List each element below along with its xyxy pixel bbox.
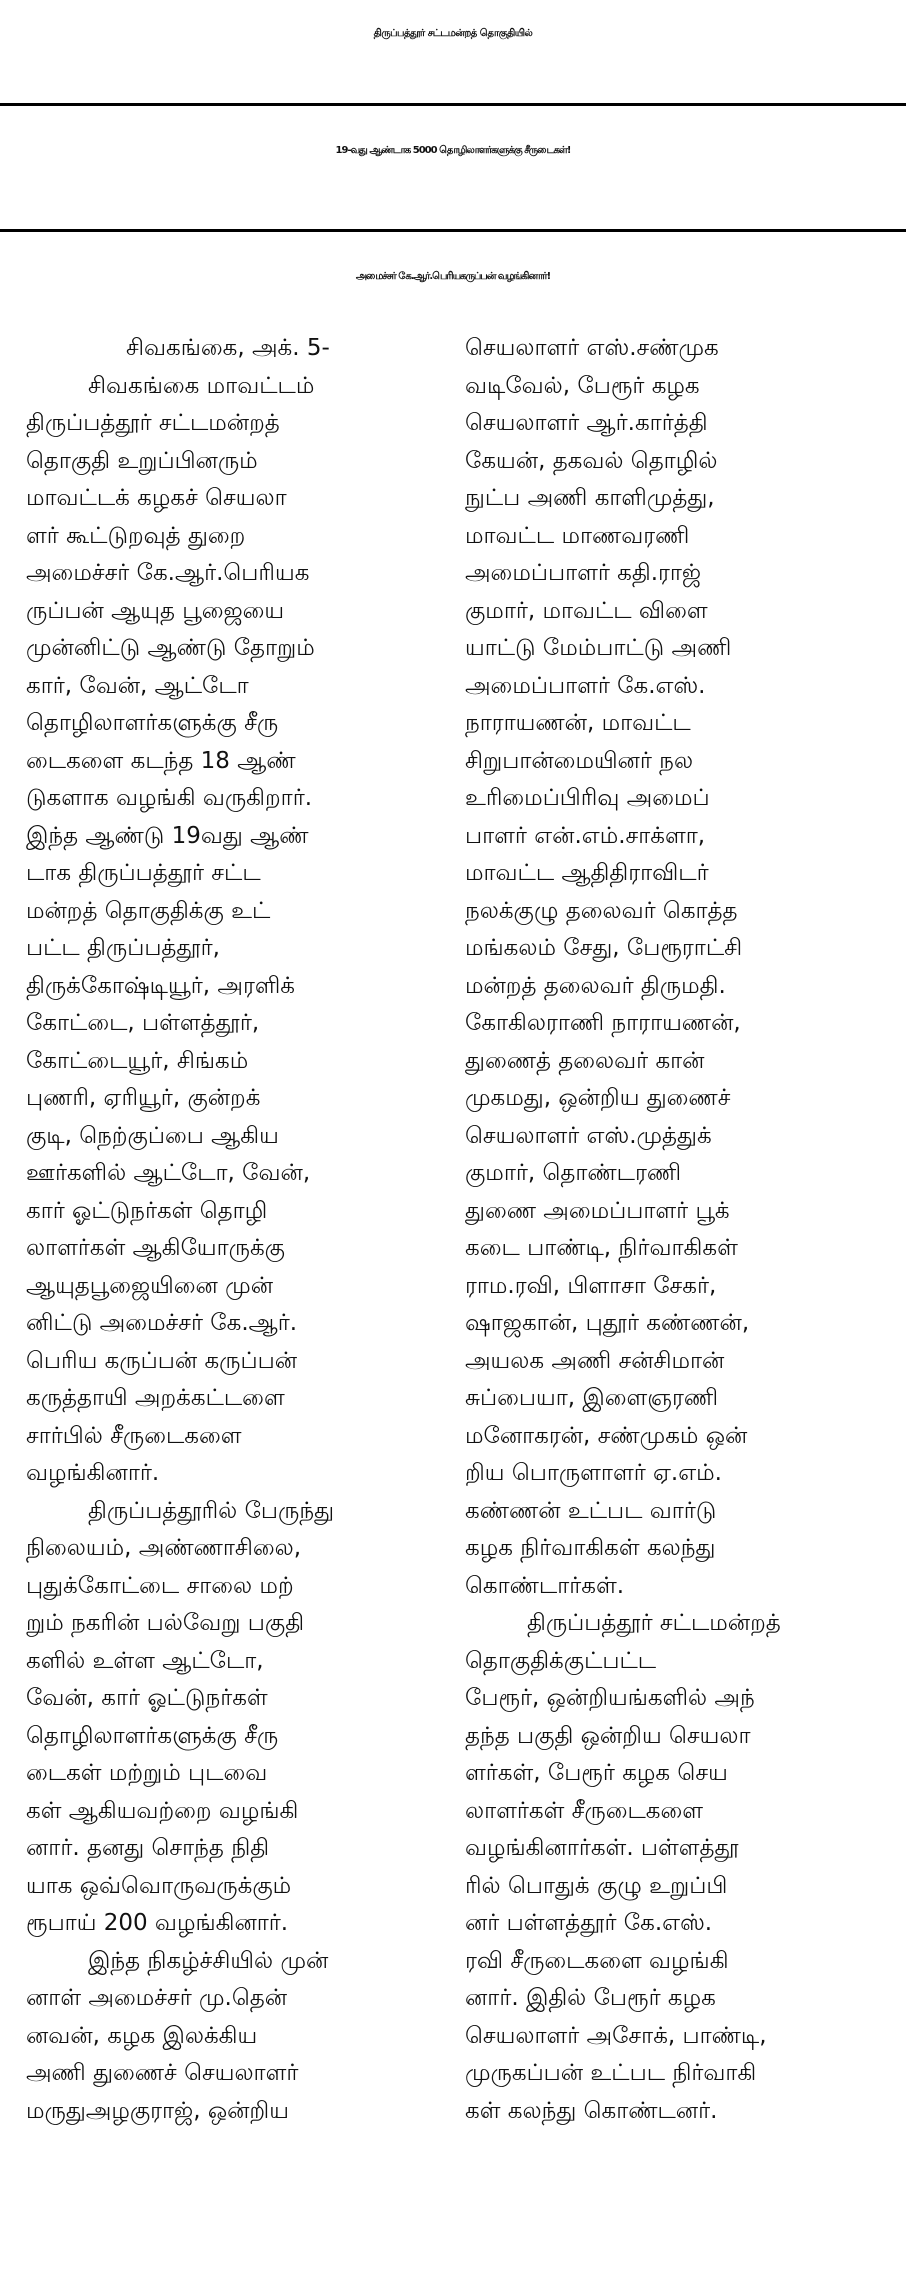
article-line: முகமது, ஒன்றிய துணைச் xyxy=(465,1085,731,1111)
article-line: பட்ட திருப்பத்தூர், xyxy=(26,935,220,961)
article-line: சுப்பையா, இளைஞரணி xyxy=(465,1385,719,1411)
article-line: நலக்குழு தலைவர் கொத்த xyxy=(465,897,738,924)
article-line: டைகளை கடந்த 18 ஆண் xyxy=(26,747,296,774)
article-line: ரூபாய் 200 வழங்கினார். xyxy=(26,1910,289,1936)
article-line: திருப்பத்தூர் சட்டமன்றத் xyxy=(26,410,280,436)
article-line: மருதுஅழகுராஜ், ஒன்றிய xyxy=(26,2097,289,2124)
article-column-right xyxy=(465,330,885,2130)
headline-divider-middle xyxy=(0,229,906,232)
article-line: கோட்டை, பள்ளத்தூர், xyxy=(26,1010,260,1036)
article-line: கோகிலராணி நாராயணன், xyxy=(465,1010,741,1036)
article-line: னர் பள்ளத்தூர் கே.எஸ். xyxy=(465,1910,713,1936)
article-line: கருத்தாயி அறக்கட்டளை xyxy=(26,1385,285,1411)
article-line: கார், வேன், ஆட்டோ xyxy=(26,672,249,699)
article-line: முருகப்பன் உட்பட நிர்வாகி xyxy=(465,2060,757,2086)
article-line: சிவகங்கை மாவட்டம் xyxy=(88,372,315,399)
article-line: துணைத் தலைவர் கான் xyxy=(465,1047,705,1074)
article-line: கழக நிர்வாகிகள் கலந்து xyxy=(465,1535,716,1561)
article-line: னாள் அமைச்சர் மு.தென் xyxy=(26,1985,288,2011)
article-line: கள் ஆகியவற்றை வழங்கி xyxy=(26,1797,299,1824)
article-line: பாளர் என்.எம்.சாக்ளா, xyxy=(465,822,706,849)
article-line: கார் ஓட்டுநர்கள் தொழி xyxy=(26,1197,268,1224)
article-line: குமார், மாவட்ட விளை xyxy=(465,597,708,624)
article-line: திருப்பத்தூரில் பேருந்து xyxy=(88,1497,335,1524)
article-line: இந்த நிகழ்ச்சியில் முன் xyxy=(88,1947,329,1974)
article-line: தந்த பகுதி ஒன்றிய செயலா xyxy=(465,1722,751,1749)
article-line: செயலாளர் ஆர்.கார்த்தி xyxy=(465,410,708,436)
article-line: ராம.ரவி, பிளாசா சேகர், xyxy=(465,1272,717,1299)
article-line: தொகுதிக்குட்பட்ட xyxy=(465,1647,657,1674)
article-line: லாளர்கள் ஆகியோருக்கு xyxy=(26,1235,285,1261)
article-line: ஊர்களில் ஆட்டோ, வேன், xyxy=(26,1160,311,1186)
article-line: கண்ணன் உட்பட வார்டு xyxy=(465,1497,717,1524)
article-line: டாக திருப்பத்தூர் சட்ட xyxy=(26,860,261,886)
article-line: தொழிலாளர்களுக்கு சீரு xyxy=(26,1722,279,1749)
article-line: தொழிலாளர்களுக்கு சீரு xyxy=(26,710,279,736)
article-line: துணை அமைப்பாளர் பூக் xyxy=(465,1197,730,1224)
article-line: மனோகரன், சண்முகம் ஒன் xyxy=(465,1422,748,1449)
article-line: உரிமைப்பிரிவு அமைப் xyxy=(465,785,710,811)
article-line: வழங்கினார். xyxy=(26,1460,160,1486)
article-line: தொகுதி உறுப்பினரும் xyxy=(26,447,258,474)
article-line: திருக்கோஷ்டியூர், அரளிக் xyxy=(26,972,295,999)
article-line: பெரிய கருப்பன் கருப்பன் xyxy=(26,1347,298,1374)
article-line: ஷாஜகான், புதூர் கண்ணன், xyxy=(465,1310,750,1336)
sub-headline: அமைச்சர் கே.ஆர்.பெரியகருப்பன் வழங்கினார்! xyxy=(355,271,551,282)
article-line: குடி, நெற்குப்பை ஆகிய xyxy=(26,1122,279,1149)
article-line: குமார், தொண்டரணி xyxy=(465,1160,682,1186)
article-line: ஆயுதபூஜையினை முன் xyxy=(26,1272,274,1299)
article-line: ளர்கள், பேரூர் கழக செய xyxy=(465,1760,728,1786)
article-line: மங்கலம் சேது, பேரூராட்சி xyxy=(465,935,743,961)
article-line: பேரூர், ஒன்றியங்களில் அந் xyxy=(465,1685,755,1711)
article-line: கொண்டார்கள். xyxy=(465,1572,625,1599)
article-line: சார்பில் சீருடைகளை xyxy=(26,1422,242,1449)
article-line: திருப்பத்தூர் சட்டமன்றத் xyxy=(527,1610,781,1636)
article-line: இந்த ஆண்டு 19வது ஆண் xyxy=(26,822,309,849)
article-line: சிவகங்கை, அக். 5- xyxy=(126,335,330,361)
article-line: கடை பாண்டி, நிர்வாகிகள் xyxy=(465,1235,738,1261)
article-line: மாவட்ட மாணவரணி xyxy=(465,522,690,549)
article-line: மன்றத் தலைவர் திருமதி. xyxy=(465,972,726,999)
article-line: னார். தனது சொந்த நிதி xyxy=(26,1835,270,1861)
article-line: னிட்டு அமைச்சர் கே.ஆர். xyxy=(26,1310,298,1336)
article-line: றும் நகரின் பல்வேறு பகுதி xyxy=(26,1610,305,1636)
article-line: புதுக்கோட்டை சாலை மற் xyxy=(26,1572,294,1599)
article-line: அணி துணைச் செயலாளர் xyxy=(26,2060,299,2086)
article-line: நுட்ப அணி காளிமுத்து, xyxy=(465,485,715,511)
article-line: டைகள் மற்றும் புடவை xyxy=(26,1760,268,1786)
article-line: நாராயணன், மாவட்ட xyxy=(465,710,691,736)
article-line: சிறுபான்மையினர் நல xyxy=(465,747,694,774)
article-line: ளர் கூட்டுறவுத் துறை xyxy=(26,522,246,549)
article-line: வேன், கார் ஓட்டுநர்கள் xyxy=(26,1685,268,1711)
article-line: டுகளாக வழங்கி வருகிறார். xyxy=(26,785,313,811)
article-line: புணரி, ஏரியூர், குன்றக் xyxy=(26,1085,261,1111)
article-line: யாட்டு மேம்பாட்டு அணி xyxy=(465,635,732,661)
article-line: கேயன், தகவல் தொழில் xyxy=(465,447,718,474)
article-line: வழங்கினார்கள். பள்ளத்தூ xyxy=(465,1835,739,1861)
article-line: ரவி சீருடைகளை வழங்கி xyxy=(465,1947,729,1974)
article-line: முன்னிட்டு ஆண்டு தோறும் xyxy=(26,635,315,661)
article-line: ரில் பொதுக் குழு உறுப்பி xyxy=(465,1872,728,1899)
article-line: லாளர்கள் சீருடைகளை xyxy=(465,1797,704,1824)
article-line: களில் உள்ள ஆட்டோ, xyxy=(26,1647,264,1674)
article-column-left xyxy=(26,330,444,2130)
kicker-headline: திருப்பத்தூர் சட்டமன்றத் தொகுதியில் xyxy=(373,28,533,39)
article-line: கள் கலந்து கொண்டனர். xyxy=(465,2097,718,2124)
article-line: அமைச்சர் கே.ஆர்.பெரியக xyxy=(26,560,310,586)
article-line: னார். இதில் பேரூர் கழக xyxy=(465,1985,716,2011)
article-line: னவன், கழக இலக்கிய xyxy=(26,2022,258,2049)
article-line: அயலக அணி சன்சிமான் xyxy=(465,1347,725,1374)
article-line: யாக ஒவ்வொருவருக்கும் xyxy=(26,1872,292,1899)
main-headline: 19-வது ஆண்டாக 5000 தொழிலாளர்களுக்கு சீருடைகள்! xyxy=(335,145,571,156)
article-line: அமைப்பாளர் கே.எஸ். xyxy=(465,672,706,699)
article-line: மாவட்டக் கழகச் செயலா xyxy=(26,485,287,511)
article-line: நிலையம், அண்ணாசிலை, xyxy=(26,1535,302,1561)
article-line: மாவட்ட ஆதிதிராவிடர் xyxy=(465,860,709,886)
article-line: செயலாளர் எஸ்.சண்முக xyxy=(465,335,719,361)
article-line: மன்றத் தொகுதிக்கு உட் xyxy=(26,897,271,924)
article-line: செயலாளர் அசோக், பாண்டி, xyxy=(465,2022,767,2049)
headline-divider-top xyxy=(0,103,906,106)
article-line: கோட்டையூர், சிங்கம் xyxy=(26,1047,249,1074)
article-line: ருப்பன் ஆயுத பூஜையை xyxy=(26,597,285,624)
article-line: அமைப்பாளர் கதி.ராஜ் xyxy=(465,560,702,586)
article-line: றிய பொருளாளர் ஏ.எம். xyxy=(465,1460,722,1486)
article-line: செயலாளர் எஸ்.முத்துக் xyxy=(465,1122,712,1149)
article-line: வடிவேல், பேரூர் கழக xyxy=(465,372,700,399)
